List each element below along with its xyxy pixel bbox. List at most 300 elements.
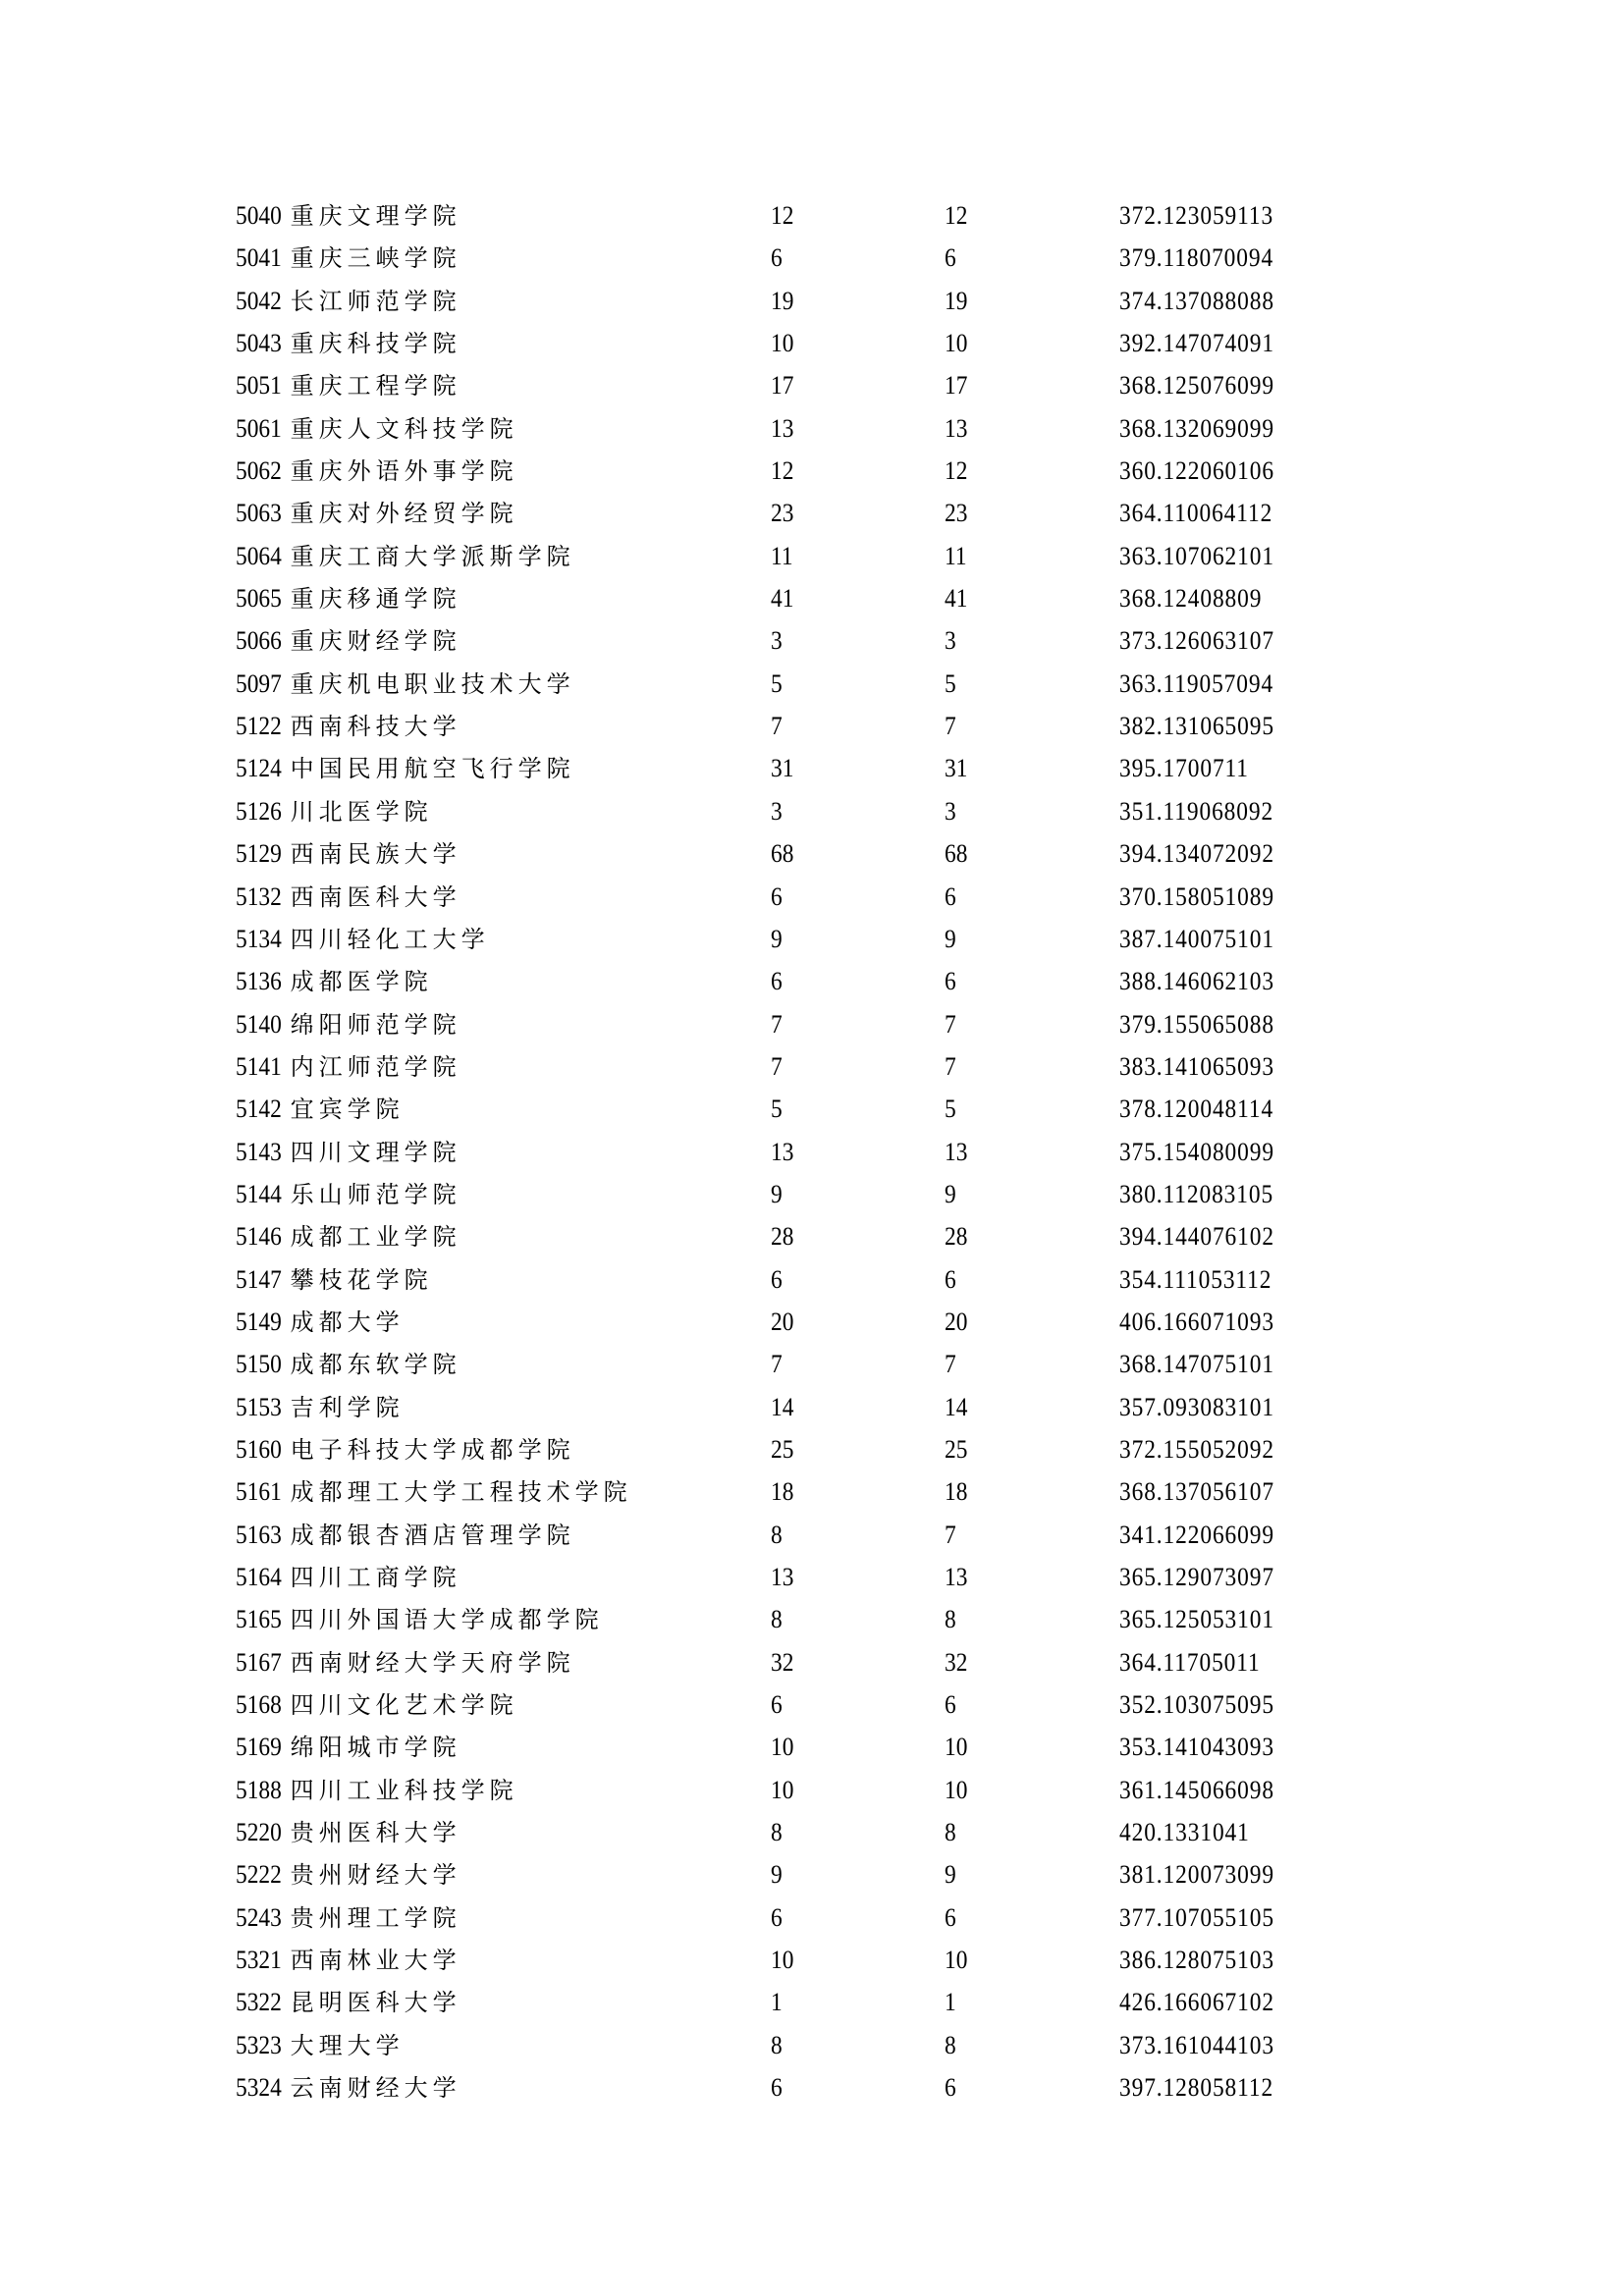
min-score: 368.132069099: [1119, 413, 1274, 443]
score-cell: [1119, 499, 1290, 528]
table-row: [236, 1988, 1414, 2030]
admitted-count-cell: [945, 1265, 957, 1295]
school-code: 5041: [236, 243, 282, 273]
school-name: 川北医学院: [290, 797, 433, 826]
plan-count-cell: [771, 1350, 784, 1379]
school-code: 5243: [236, 1902, 282, 1932]
score-cell: [1119, 1010, 1292, 1040]
admitted-count-cell: [945, 1095, 957, 1124]
score-cell: [1119, 456, 1292, 486]
school-cell: [236, 925, 490, 954]
plan-count: 10: [771, 329, 794, 358]
min-score: 387.140075101: [1119, 924, 1274, 953]
plan-count-cell: [771, 626, 784, 656]
min-score: 377.107055105: [1119, 1902, 1274, 1932]
plan-count-cell: [771, 1690, 784, 1720]
school-cell: [236, 1265, 433, 1295]
table-row: [236, 371, 1414, 413]
score-cell: [1119, 1393, 1292, 1422]
school-code: 5149: [236, 1307, 282, 1336]
plan-count: 28: [771, 1222, 794, 1252]
school-cell: [236, 1308, 405, 1337]
school-cell: [236, 882, 461, 912]
plan-count: 11: [771, 541, 793, 570]
table-row: [236, 499, 1414, 541]
school-cell: [236, 839, 461, 869]
admitted-count-cell: [945, 925, 957, 954]
admitted-count: 8: [945, 1818, 956, 1847]
admitted-count: 12: [945, 201, 968, 230]
school-code: 5124: [236, 754, 282, 783]
min-score: 382.131065095: [1119, 712, 1274, 741]
plan-count: 7: [771, 712, 783, 741]
admitted-count-cell: [945, 882, 957, 912]
plan-count: 7: [771, 1009, 783, 1039]
score-cell: [1119, 1946, 1292, 1975]
table-row: [236, 287, 1414, 329]
school-cell: [236, 499, 518, 528]
admitted-count: 6: [945, 967, 956, 996]
school-name: 贵州理工学院: [290, 1903, 461, 1932]
admitted-count: 19: [945, 286, 968, 315]
school-code: 5063: [236, 499, 282, 528]
admitted-count: 7: [945, 712, 956, 741]
school-name: 成都大学: [290, 1308, 405, 1336]
plan-count: 20: [771, 1307, 794, 1336]
admitted-count: 10: [945, 1946, 968, 1975]
plan-count-cell: [771, 1563, 796, 1592]
plan-count: 6: [771, 1902, 783, 1932]
school-cell: [236, 1776, 518, 1805]
table-row: [236, 754, 1414, 796]
plan-count: 13: [771, 1137, 794, 1166]
admitted-count: 8: [945, 1605, 956, 1634]
min-score: 406.166071093: [1119, 1307, 1274, 1336]
min-score: 379.155065088: [1119, 1009, 1274, 1039]
plan-count-cell: [771, 1776, 796, 1805]
min-score: 372.155052092: [1119, 1434, 1274, 1464]
plan-count-cell: [771, 1010, 784, 1040]
admitted-count: 6: [945, 1902, 956, 1932]
table-row: [236, 1265, 1414, 1308]
score-cell: [1119, 243, 1291, 273]
score-cell: [1119, 329, 1292, 358]
school-cell: [236, 371, 461, 400]
school-code: 5140: [236, 1009, 282, 1039]
admitted-count: 32: [945, 1647, 968, 1677]
min-score: 381.120073099: [1119, 1860, 1274, 1890]
admitted-count: 31: [945, 754, 968, 783]
min-score: 368.147075101: [1119, 1350, 1274, 1379]
score-cell: [1119, 1521, 1292, 1550]
table-row: [236, 1477, 1414, 1520]
school-code: 5144: [236, 1179, 282, 1208]
admitted-count-cell: [945, 456, 970, 486]
table-row: [236, 2031, 1414, 2073]
plan-count-cell: [771, 2073, 784, 2103]
school-code: 5167: [236, 1647, 282, 1677]
table-row: [236, 1563, 1414, 1605]
admitted-count-cell: [945, 1690, 957, 1720]
school-cell: [236, 329, 461, 358]
min-score: 373.161044103: [1119, 2030, 1274, 2059]
score-cell: [1119, 754, 1264, 783]
admitted-count: 11: [945, 541, 967, 570]
plan-count: 8: [771, 1818, 783, 1847]
school-name: 重庆财经学院: [290, 627, 461, 656]
school-code: 5163: [236, 1520, 282, 1549]
min-score: 368.125076099: [1119, 371, 1274, 400]
min-score: 341.122066099: [1119, 1520, 1274, 1549]
admitted-count-cell: [945, 1860, 957, 1890]
plan-count: 13: [771, 413, 794, 443]
school-name: 重庆文理学院: [290, 202, 461, 230]
score-cell: [1119, 201, 1291, 231]
school-code: 5169: [236, 1733, 282, 1762]
plan-count: 9: [771, 1179, 783, 1208]
school-name: 攀枝花学院: [290, 1265, 433, 1294]
school-name: 四川工业科技学院: [290, 1776, 518, 1804]
school-code: 5065: [236, 584, 282, 614]
admitted-count-cell: [945, 1648, 970, 1678]
school-name: 西南科技大学: [290, 713, 461, 741]
admitted-count: 12: [945, 456, 968, 486]
school-name: 四川文化艺术学院: [290, 1691, 518, 1720]
school-cell: [236, 456, 518, 486]
table-row: [236, 967, 1414, 1009]
school-cell: [236, 243, 461, 273]
admitted-count: 8: [945, 2030, 956, 2059]
school-cell: [236, 1393, 405, 1422]
school-name: 四川外国语大学成都学院: [290, 1606, 604, 1634]
plan-count-cell: [771, 1521, 784, 1550]
min-score: 364.110064112: [1119, 499, 1273, 528]
school-code: 5153: [236, 1392, 282, 1421]
score-cell: [1119, 1903, 1292, 1933]
min-score: 360.122060106: [1119, 456, 1274, 486]
table-row: [236, 243, 1414, 286]
plan-count: 13: [771, 1563, 794, 1591]
admitted-count-cell: [945, 1393, 970, 1422]
plan-count: 17: [771, 371, 794, 400]
score-cell: [1119, 371, 1292, 400]
school-name: 重庆工程学院: [290, 372, 461, 400]
admitted-count: 68: [945, 839, 968, 869]
table-row: [236, 1605, 1414, 1647]
table-row: [236, 1052, 1414, 1095]
admitted-count-cell: [945, 2073, 957, 2103]
score-cell: [1119, 1690, 1292, 1720]
score-cell: [1119, 542, 1292, 571]
score-cell: [1119, 1776, 1292, 1805]
admitted-count: 6: [945, 243, 956, 273]
table-row: [236, 1138, 1414, 1180]
admitted-count-cell: [945, 1733, 970, 1762]
min-score: 397.128058112: [1119, 2073, 1274, 2103]
admitted-count: 6: [945, 1264, 956, 1294]
school-code: 5143: [236, 1137, 282, 1166]
table-row: [236, 2073, 1414, 2115]
score-cell: [1119, 1138, 1292, 1167]
admitted-count-cell: [945, 499, 970, 528]
table-row: [236, 1946, 1414, 1988]
score-cell: [1119, 839, 1292, 869]
school-cell: [236, 542, 575, 571]
school-name: 西南林业大学: [290, 1947, 461, 1975]
plan-count: 23: [771, 499, 794, 528]
admitted-count: 9: [945, 924, 956, 953]
school-code: 5160: [236, 1434, 282, 1464]
min-score: 392.147074091: [1119, 329, 1274, 358]
plan-count-cell: [771, 1222, 796, 1252]
table-row: [236, 712, 1414, 754]
table-row: [236, 925, 1414, 967]
min-score: 394.144076102: [1119, 1222, 1274, 1252]
school-code: 5146: [236, 1222, 282, 1252]
admitted-count-cell: [945, 1521, 957, 1550]
score-cell: [1119, 1648, 1276, 1678]
score-cell: [1119, 925, 1292, 954]
school-name: 云南财经大学: [290, 2074, 461, 2103]
admitted-count: 14: [945, 1392, 968, 1421]
school-cell: [236, 2031, 405, 2060]
plan-count: 6: [771, 967, 783, 996]
school-name: 重庆科技学院: [290, 330, 461, 358]
school-code: 5040: [236, 201, 282, 230]
admitted-count: 10: [945, 1733, 968, 1762]
school-name: 吉利学院: [290, 1393, 405, 1421]
score-cell: [1119, 1563, 1292, 1592]
school-name: 四川工商学院: [290, 1564, 461, 1591]
plan-count-cell: [771, 1477, 796, 1507]
school-name: 绵阳城市学院: [290, 1734, 461, 1762]
admitted-count: 7: [945, 1009, 956, 1039]
school-cell: [236, 1350, 461, 1379]
plan-count-cell: [771, 499, 796, 528]
school-name: 昆明医科大学: [290, 1989, 461, 2017]
school-code: 5142: [236, 1095, 282, 1124]
min-score: 353.141043093: [1119, 1733, 1274, 1762]
score-cell: [1119, 1265, 1289, 1295]
admitted-count: 6: [945, 881, 956, 911]
admitted-count-cell: [945, 1052, 957, 1082]
admitted-count-cell: [945, 287, 970, 316]
min-score: 372.123059113: [1119, 201, 1274, 230]
plan-count-cell: [771, 712, 784, 741]
school-cell: [236, 1180, 461, 1209]
admitted-count-cell: [945, 797, 957, 827]
admitted-count: 10: [945, 1775, 968, 1804]
plan-count-cell: [771, 1860, 784, 1890]
school-name: 内江师范学院: [290, 1052, 461, 1081]
school-name: 贵州医科大学: [290, 1819, 461, 1847]
score-cell: [1119, 1605, 1292, 1634]
plan-count-cell: [771, 584, 796, 614]
plan-count: 8: [771, 1605, 783, 1634]
school-cell: [236, 1435, 575, 1465]
plan-count: 12: [771, 201, 794, 230]
admitted-count: 20: [945, 1307, 968, 1336]
school-name: 重庆机电职业技术大学: [290, 669, 575, 698]
score-cell: [1119, 1308, 1292, 1337]
table-row: [236, 1010, 1414, 1052]
plan-count-cell: [771, 882, 784, 912]
school-name: 乐山师范学院: [290, 1180, 461, 1208]
plan-count-cell: [771, 456, 796, 486]
school-code: 5064: [236, 541, 282, 570]
admitted-count-cell: [945, 329, 970, 358]
score-cell: [1119, 1350, 1292, 1379]
school-name: 四川文理学院: [290, 1138, 461, 1166]
school-code: 5062: [236, 456, 282, 486]
min-score: 395.1700711: [1119, 754, 1249, 783]
school-cell: [236, 1477, 632, 1507]
school-cell: [236, 967, 433, 996]
score-cell: [1119, 626, 1292, 656]
plan-count-cell: [771, 1095, 784, 1124]
admitted-count-cell: [945, 967, 957, 996]
plan-count: 18: [771, 1477, 794, 1507]
school-code: 5220: [236, 1818, 282, 1847]
admitted-count-cell: [945, 414, 970, 444]
school-code: 5161: [236, 1477, 282, 1507]
plan-count-cell: [771, 1733, 796, 1762]
school-cell: [236, 2073, 461, 2103]
admitted-count: 3: [945, 626, 956, 656]
plan-count: 14: [771, 1392, 794, 1421]
plan-count: 1: [771, 1988, 783, 2017]
table-row: [236, 584, 1414, 626]
school-name: 大理大学: [290, 2031, 405, 2059]
min-score: 373.126063107: [1119, 626, 1274, 656]
admitted-count-cell: [945, 1180, 957, 1209]
school-cell: [236, 1988, 461, 2017]
school-name: 长江师范学院: [290, 287, 461, 315]
plan-count: 68: [771, 839, 794, 869]
school-name: 重庆外语外事学院: [290, 457, 518, 486]
admitted-count-cell: [945, 201, 970, 231]
min-score: 365.125053101: [1119, 1605, 1274, 1634]
table-row: [236, 1733, 1414, 1775]
table-row: [236, 1180, 1414, 1222]
school-name: 重庆工商大学派斯学院: [290, 542, 575, 570]
table-row: [236, 882, 1414, 925]
school-code: 5147: [236, 1264, 282, 1294]
admitted-count-cell: [945, 712, 957, 741]
school-cell: [236, 1138, 461, 1167]
admitted-count-cell: [945, 1138, 970, 1167]
plan-count: 6: [771, 2073, 783, 2103]
school-cell: [236, 1563, 461, 1592]
plan-count: 19: [771, 286, 794, 315]
admitted-count-cell: [945, 626, 957, 656]
admitted-count: 7: [945, 1520, 956, 1549]
min-score: 364.11705011: [1119, 1647, 1261, 1677]
school-cell: [236, 1903, 461, 1933]
score-cell: [1119, 967, 1292, 996]
min-score: 363.107062101: [1119, 541, 1274, 570]
admitted-count: 6: [945, 1690, 956, 1720]
table-row: [236, 839, 1414, 881]
admitted-count: 7: [945, 1350, 956, 1379]
admitted-count-cell: [945, 1903, 957, 1933]
plan-count: 41: [771, 584, 794, 614]
table-row: [236, 414, 1414, 456]
school-cell: [236, 1733, 461, 1762]
admitted-count-cell: [945, 1350, 957, 1379]
plan-count: 32: [771, 1647, 794, 1677]
admitted-count-cell: [945, 584, 970, 614]
admitted-count-cell: [945, 371, 970, 400]
plan-count: 7: [771, 1350, 783, 1379]
min-score: 378.120048114: [1119, 1095, 1274, 1124]
school-cell: [236, 584, 461, 614]
min-score: 420.1331041: [1119, 1818, 1250, 1847]
plan-count-cell: [771, 754, 796, 783]
school-cell: [236, 754, 575, 783]
admission-table: [236, 201, 1414, 2115]
school-cell: [236, 1648, 575, 1678]
score-cell: [1119, 882, 1292, 912]
school-cell: [236, 669, 575, 699]
plan-count: 6: [771, 243, 783, 273]
table-row: [236, 1350, 1414, 1392]
plan-count-cell: [771, 201, 796, 231]
plan-count: 3: [771, 796, 783, 826]
school-name: 重庆三峡学院: [290, 244, 461, 273]
plan-count-cell: [771, 1946, 796, 1975]
score-cell: [1119, 1180, 1291, 1209]
plan-count-cell: [771, 1308, 796, 1337]
school-code: 5323: [236, 2030, 282, 2059]
school-cell: [236, 1095, 405, 1124]
admitted-count: 13: [945, 1563, 968, 1591]
plan-count-cell: [771, 1393, 796, 1422]
plan-count: 8: [771, 1520, 783, 1549]
min-score: 379.118070094: [1119, 243, 1274, 273]
plan-count-cell: [771, 371, 796, 400]
admitted-count-cell: [945, 1308, 970, 1337]
plan-count-cell: [771, 1052, 784, 1082]
plan-count-cell: [771, 1138, 796, 1167]
score-cell: [1119, 1435, 1292, 1465]
school-code: 5129: [236, 839, 282, 869]
score-cell: [1119, 1818, 1265, 1847]
school-cell: [236, 1222, 461, 1252]
admitted-count-cell: [945, 1222, 970, 1252]
school-code: 5066: [236, 626, 282, 656]
admitted-count-cell: [945, 2031, 957, 2060]
school-code: 5134: [236, 924, 282, 953]
admitted-count-cell: [945, 1563, 970, 1592]
school-code: 5141: [236, 1051, 282, 1081]
admitted-count-cell: [945, 669, 957, 699]
min-score: 354.111053112: [1119, 1264, 1272, 1294]
school-name: 成都东软学院: [290, 1351, 461, 1379]
school-cell: [236, 626, 461, 656]
plan-count-cell: [771, 1265, 784, 1295]
admitted-count-cell: [945, 839, 970, 869]
school-name: 成都银杏酒店管理学院: [290, 1521, 575, 1549]
min-score: 370.158051089: [1119, 881, 1274, 911]
min-score: 368.12408809: [1119, 584, 1263, 614]
school-cell: [236, 1818, 461, 1847]
table-row: [236, 1308, 1414, 1350]
school-cell: [236, 1052, 461, 1082]
school-code: 5222: [236, 1860, 282, 1890]
table-row: [236, 1521, 1414, 1563]
min-score: 383.141065093: [1119, 1051, 1274, 1081]
